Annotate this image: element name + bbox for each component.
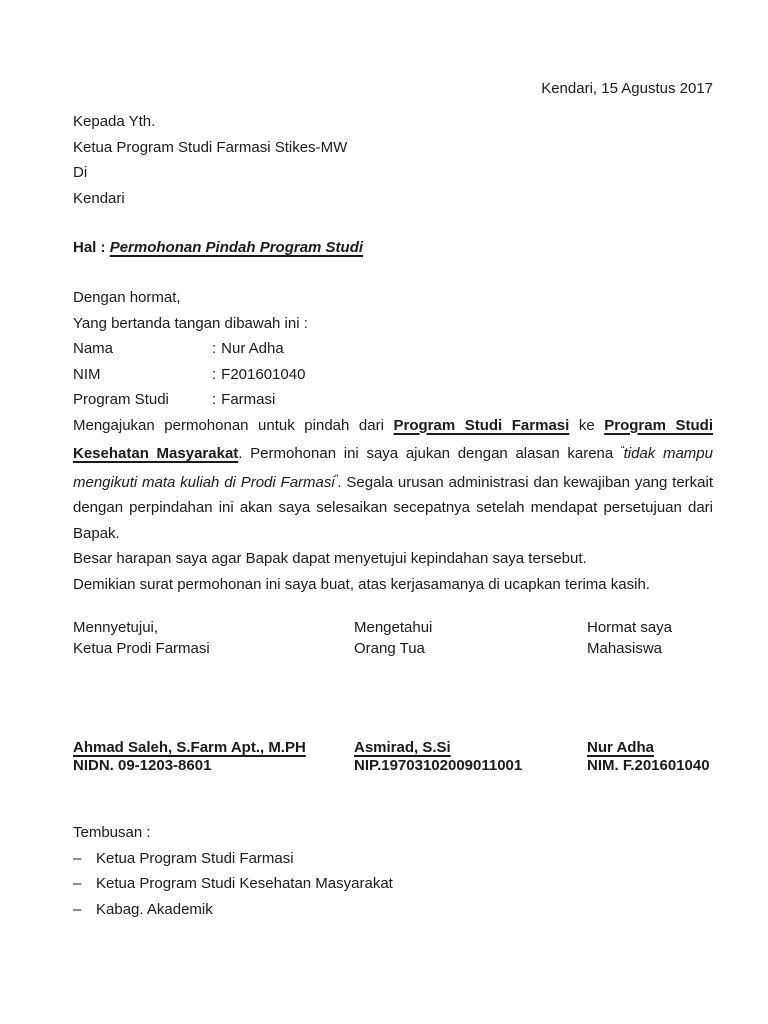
identity-value: Nur Adha bbox=[221, 340, 284, 357]
closing-line: Besar harapan saya agar Bapak dapat menyetujui kepindahan saya tersebut. bbox=[73, 550, 587, 567]
dash-bullet: – bbox=[73, 900, 82, 918]
signature-role: Orang Tua bbox=[354, 640, 425, 657]
body-paragraph bbox=[73, 413, 713, 547]
letter-date: Kendari, 15 Agustus 2017 bbox=[541, 80, 713, 97]
cc-text: Ketua Program Studi Farmasi bbox=[96, 849, 294, 867]
signature-role: Mengetahui bbox=[354, 619, 433, 636]
paragraph-segment: Program Studi Kesehatan Masyarakat bbox=[73, 416, 713, 462]
paragraph-segment: ke bbox=[569, 416, 605, 434]
recipient-line: Kepada Yth. bbox=[73, 113, 156, 130]
identity-colon: : bbox=[212, 391, 217, 408]
cc-item bbox=[73, 846, 713, 872]
dash-bullet: – bbox=[73, 849, 82, 867]
cc-item bbox=[73, 897, 713, 923]
signature-column-parent bbox=[354, 739, 587, 774]
intro-line: Yang bertanda tangan dibawah ini : bbox=[73, 314, 308, 332]
identity-row bbox=[73, 387, 713, 413]
identity-colon: : bbox=[212, 365, 217, 383]
signature-column-student bbox=[587, 617, 713, 659]
recipient-line: Ketua Program Studi Farmasi Stikes-MW bbox=[73, 138, 348, 156]
paragraph-segment: Mengajukan permohonan untuk pindah dari bbox=[73, 416, 394, 434]
recipient-line: Kendari bbox=[73, 189, 125, 207]
salutation: Dengan hormat, bbox=[73, 289, 181, 306]
signature-column-approver bbox=[73, 617, 354, 659]
paragraph-segment: tidak mampu mengikuti mata kuliah di Prodi Farmasi bbox=[73, 445, 713, 491]
signature-roles-row bbox=[73, 617, 713, 659]
subject-line bbox=[73, 235, 713, 261]
paragraph-segment: . Permohonan ini saya ajukan dengan alasan karena bbox=[238, 445, 621, 462]
closing-line: Demikian surat permohonan ini saya buat, atas kerjasamanya di ucapkan terima kasih. bbox=[73, 575, 650, 593]
signatory-name: Asmirad, S.Si bbox=[354, 739, 451, 756]
cc-label: Tembusan : bbox=[73, 824, 151, 841]
paragraph-segment: . Segala urusan administrasi dan kewajiban yang terkait dengan perpindahan ini akan saya selesaikan secepatnya setelah mendapat persetujuan dari Bapak. bbox=[73, 473, 714, 542]
signatory-id: NIDN. 09-1203-8601 bbox=[73, 756, 212, 774]
signature-column-parent bbox=[354, 617, 587, 659]
cc-text: Ketua Program Studi Kesehatan Masyarakat bbox=[96, 875, 393, 892]
recipient-block bbox=[73, 109, 713, 211]
cc-text: Kabag. Akademik bbox=[96, 900, 213, 918]
identity-row bbox=[73, 336, 713, 362]
signature-names-row bbox=[73, 739, 713, 774]
open-quote: “ bbox=[620, 444, 624, 456]
paragraph-segment: Program Studi Farmasi bbox=[393, 416, 570, 434]
close-quote: ” bbox=[334, 472, 338, 485]
identity-label: NIM bbox=[73, 365, 101, 383]
signature-role: Mennyetujui, bbox=[73, 619, 159, 636]
identity-colon: : bbox=[212, 340, 217, 357]
signatory-name: Nur Adha bbox=[587, 739, 654, 756]
subject-title: Permohonan Pindah Program Studi bbox=[109, 239, 364, 256]
dash-bullet: – bbox=[73, 875, 82, 892]
identity-value: Farmasi bbox=[221, 391, 276, 408]
identity-row bbox=[73, 362, 713, 388]
subject-label: Hal : bbox=[73, 239, 110, 256]
signatory-id: NIM. F.201601040 bbox=[587, 756, 710, 774]
signature-column-student bbox=[587, 739, 713, 774]
signature-role: Mahasiswa bbox=[587, 640, 663, 657]
signatory-name: Ahmad Saleh, S.Farm Apt., M.PH bbox=[73, 739, 306, 756]
cc-item bbox=[73, 871, 713, 897]
identity-label: Program Studi bbox=[73, 391, 169, 408]
signature-role: Ketua Prodi Farmasi bbox=[73, 640, 210, 657]
recipient-line: Di bbox=[73, 164, 88, 181]
signatory-id: NIP.19703102009011001 bbox=[354, 756, 523, 774]
signature-role: Hormat saya bbox=[587, 619, 673, 636]
cc-block bbox=[73, 820, 713, 922]
letter-body bbox=[73, 285, 713, 597]
signature-column-approver bbox=[73, 739, 354, 774]
identity-value: F201601040 bbox=[221, 365, 306, 383]
identity-label: Nama bbox=[73, 340, 114, 357]
